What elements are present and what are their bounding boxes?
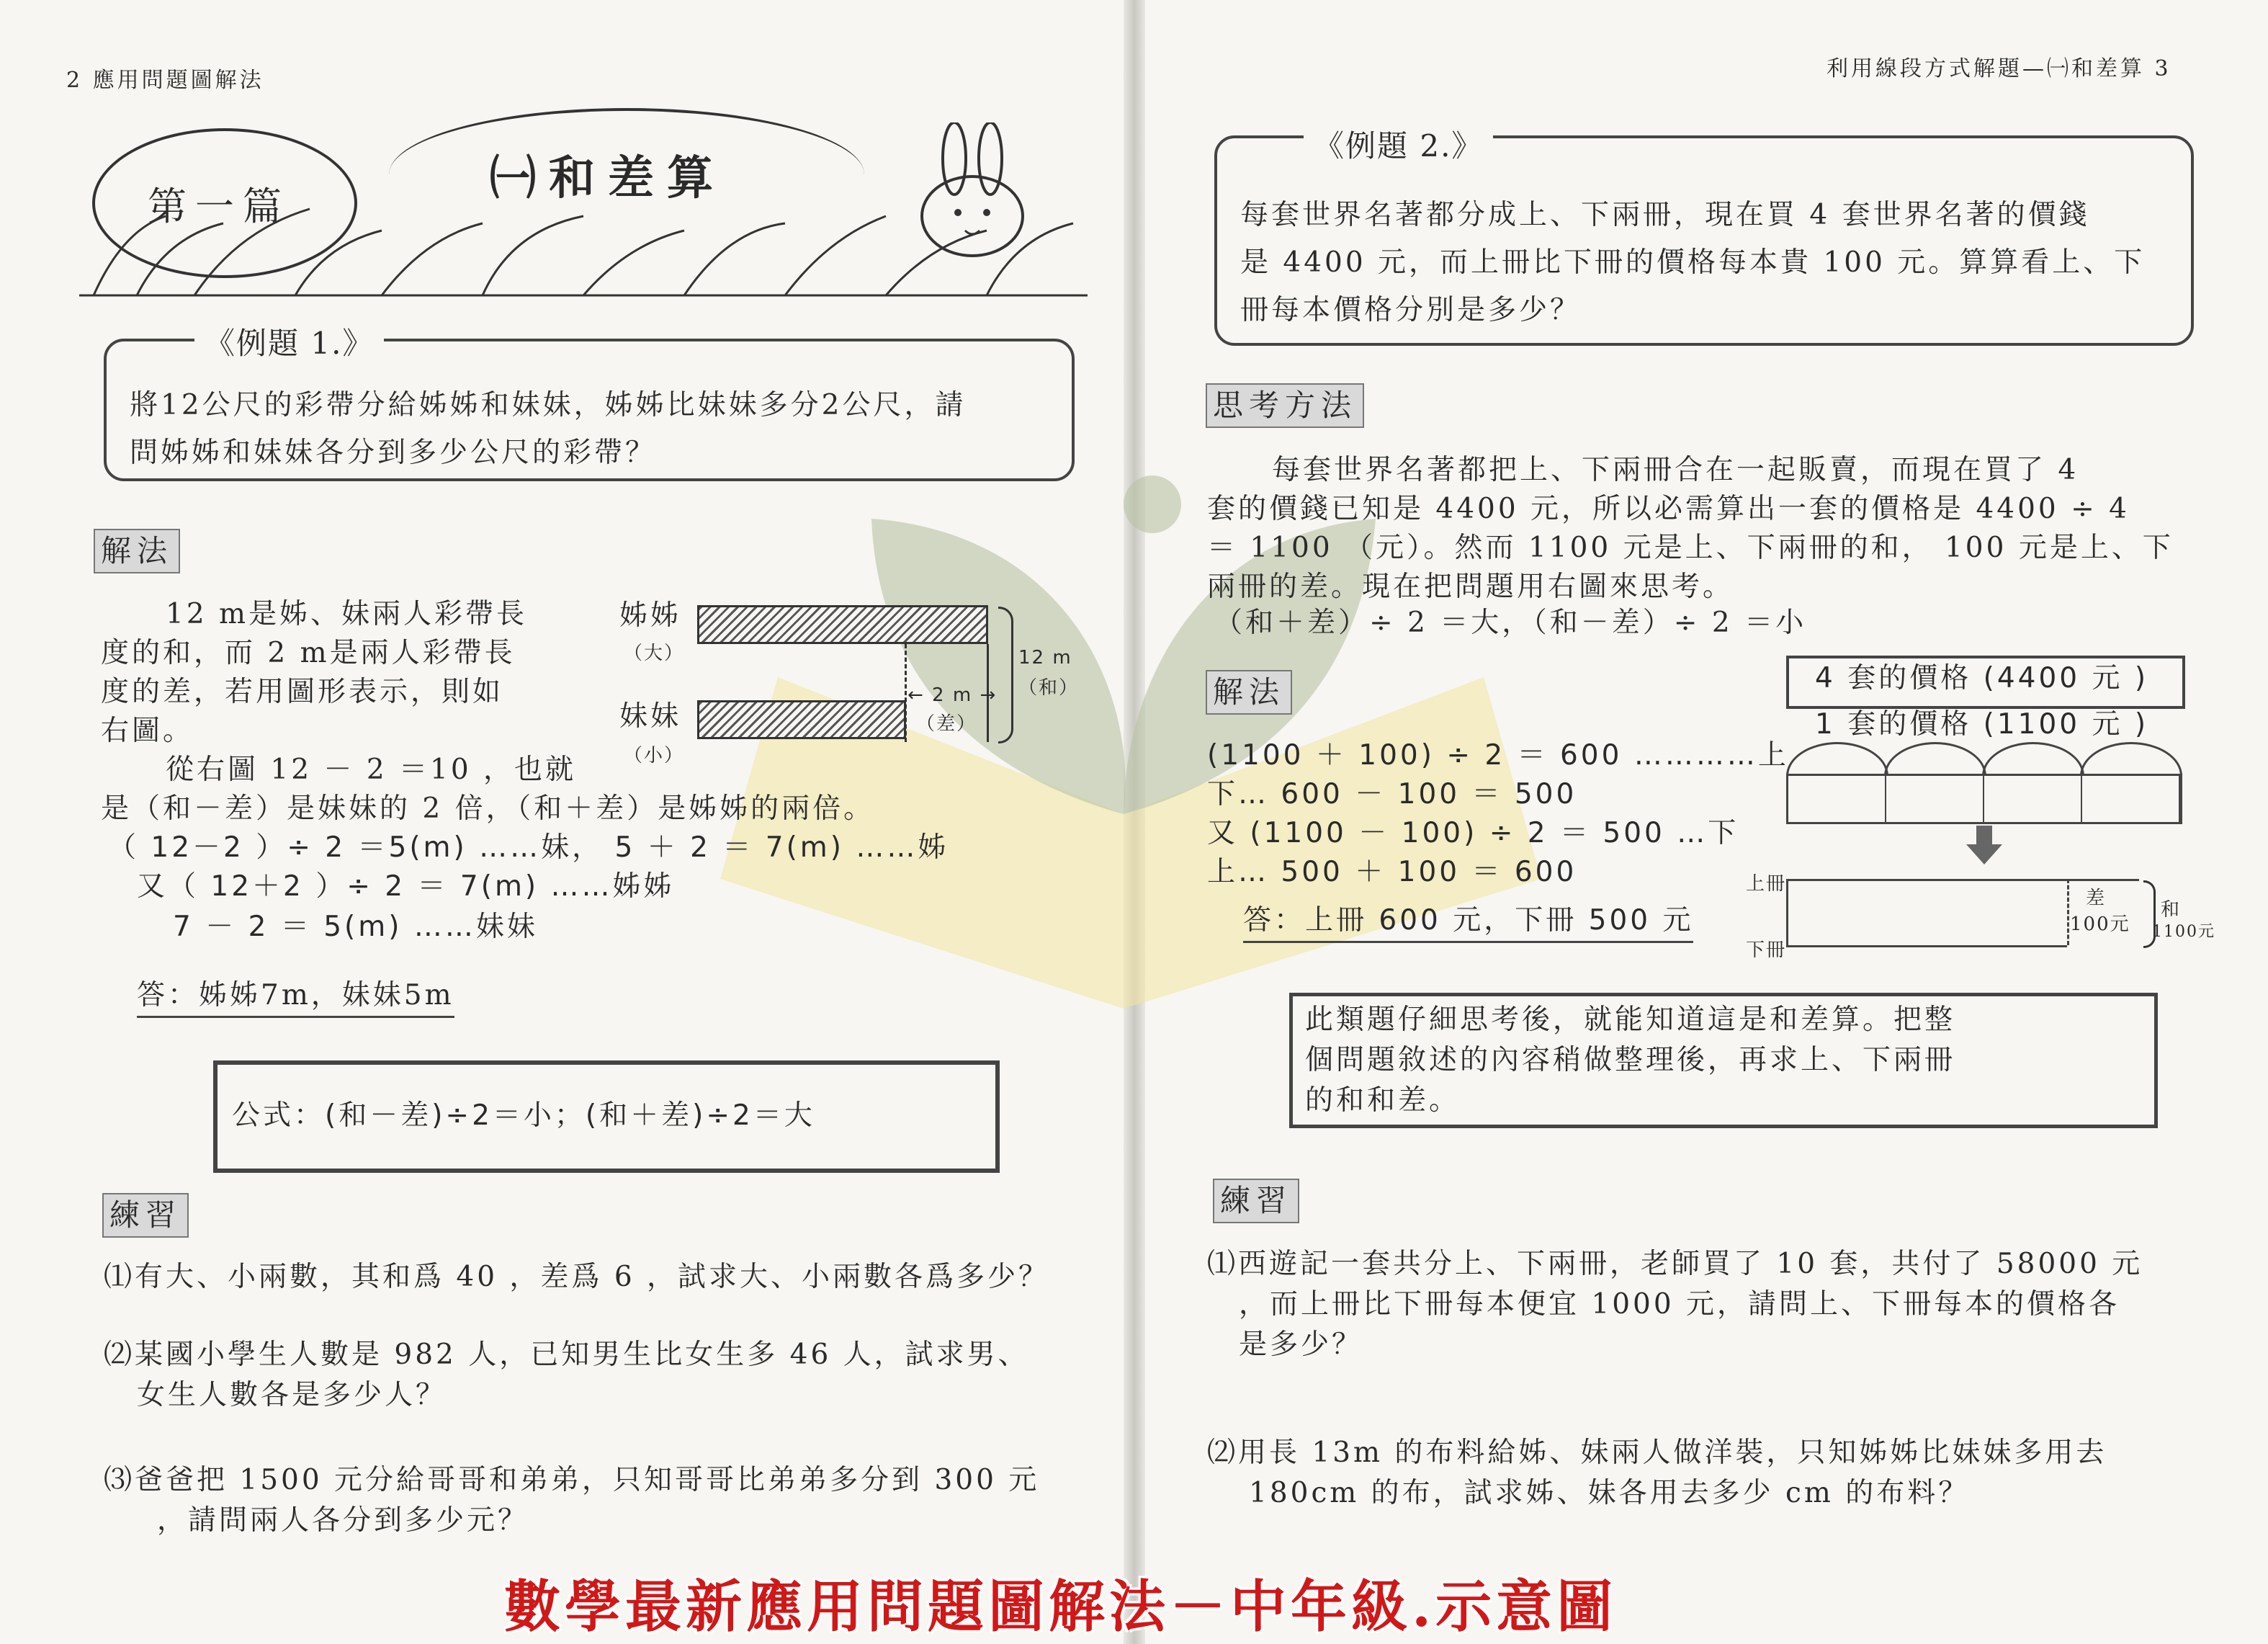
solution-line-4: 右圖。 (101, 715, 194, 747)
solution-line-2: 度的和，而 2 m是兩人彩帶長 (101, 637, 516, 669)
solution-right-3: 又 (1100 － 100) ÷ 2 ＝ 500 …下 (1207, 817, 1739, 849)
thinking-line-2: 套的價錢已知是 4400 元，所以必需算出一套的價格是 4400 ÷ 4 (1207, 493, 2130, 525)
practice-left-2b: 女生人數各是多少人？ (137, 1379, 447, 1411)
lower-line (1786, 945, 2067, 947)
example1-label: 《例題 1.》 (194, 320, 384, 363)
rabbit-icon (893, 122, 1052, 267)
diagram-older-sub: （大） (624, 643, 685, 664)
diagram-one-set: 1 套的價格 (1100 元 ) (1815, 708, 2149, 741)
diagram-total-label: 12 m (1018, 647, 1072, 669)
solution-right-2: 下… 600 － 100 ＝ 500 (1207, 778, 1577, 810)
diagram-sum-value: 1100元 (2152, 923, 2215, 941)
thinking-line-4: 兩冊的差。現在把問題用右圖來思考。 (1207, 571, 1734, 603)
chapter-title: ㈠和差算 (490, 151, 726, 205)
note-line-2: 個問題敘述的內容稍做整理後，再求上、下兩冊 (1305, 1044, 1956, 1076)
diagram-total-sub: （和） (1018, 677, 1080, 699)
upper-line (1786, 879, 2139, 881)
example2-label: 《例題 2.》 (1304, 122, 1493, 166)
solution-tag-right: 解法 (1206, 670, 1292, 715)
note-line-1: 此類題仔細思考後，就能知道這是和差算。把整 (1305, 1004, 1956, 1036)
diagram-four-sets: 4 套的價格 (4400 元 ) (1815, 662, 2149, 694)
diagram-diff-sub: （差） (916, 713, 977, 735)
solution-line-6: 是（和－差）是妹妹的 2 倍，（和＋差）是姊姊的兩倍。 (101, 792, 875, 825)
diff-dashed-line (905, 644, 907, 742)
practice-tag-left: 練習 (102, 1193, 189, 1238)
formula-text: 公式：(和－差)÷2＝小；(和＋差)÷2＝大 (232, 1099, 815, 1132)
one-set-bar (1786, 774, 2182, 824)
down-arrow-icon (1966, 826, 2002, 866)
example1-line-2: 問姊姊和妹妹各分到多少公尺的彩帶？ (130, 437, 657, 469)
practice-right-1c: 是多少？ (1239, 1328, 1363, 1361)
solution-tag-left: 解法 (94, 529, 180, 573)
example2-line-3: 冊每本價格分別是多少？ (1240, 294, 1582, 326)
solution-line-3: 度的差，若用圖形表示，則如 (101, 676, 504, 708)
thinking-tag: 思考方法 (1206, 383, 1364, 428)
diagram-diff-value: 100元 (2070, 913, 2130, 935)
younger-sister-bar (697, 700, 906, 739)
thinking-line-1: 每套世界名著都把上、下兩冊合在一起販賣，而現在買了 4 (1272, 454, 2079, 486)
diagram-left-edge (1786, 879, 1788, 945)
diagram-younger-sub: （小） (624, 745, 685, 767)
solution-line-9: 7 － 2 ＝ 5(m) ……妹妹 (173, 911, 538, 943)
chapter-badge: 第一篇 (148, 184, 290, 229)
solution-line-1: 12 m是姊、妹兩人彩帶長 (166, 598, 528, 630)
example2-line-1: 每套世界名著都分成上、下兩冊，現在買 4 套世界名著的價錢 (1240, 199, 2090, 231)
solution-line-5: 從右圖 12 － 2 ＝10 ，也就 (166, 754, 577, 786)
thinking-line-5: （和＋差）÷ 2 ＝大，（和－差）÷ 2 ＝小 (1214, 607, 1807, 639)
practice-left-3b: ，請問兩人各分到多少元？ (157, 1504, 529, 1537)
thinking-line-3: ＝ 1100 （元）。然而 1100 元是上、下兩冊的和， 100 元是上、下 (1207, 532, 2174, 564)
diagram-older-label: 姊姊 (619, 599, 682, 632)
running-head-left: 2 應用問題圖解法 (66, 68, 264, 93)
example2-line-2: 是 4400 元，而上冊比下冊的價格每本貴 100 元。算算看上、下 (1240, 246, 2146, 279)
diagram-upper-label: 上冊 (1746, 873, 1787, 895)
practice-left-3a: ⑶爸爸把 1500 元分給哥哥和弟弟，只知哥哥比弟弟多分到 300 元 (104, 1464, 1040, 1496)
solution-right-1: (1100 ＋ 100) ÷ 2 ＝ 600 …………上 (1207, 739, 1789, 772)
diagram-diff-label-right: 差 (2086, 888, 2107, 909)
older-sister-bar (697, 605, 988, 644)
practice-right-1b: ，而上冊比下冊每本便宜 1000 元，請問上、下冊每本的價格各 (1239, 1288, 2120, 1321)
diff-dashed-right (2067, 879, 2069, 945)
diagram-sum-label: 和 (2161, 899, 2182, 921)
diagram-lower-label: 下冊 (1746, 939, 1787, 961)
solution-line-7: （ 12－2 ）÷ 2 ＝5(m) ……妹， 5 ＋ 2 ＝ 7(m) ……姊 (108, 831, 949, 864)
solution-right-4: 上… 500 ＋ 100 ＝ 600 (1207, 856, 1577, 888)
diagram-younger-label: 妹妹 (619, 700, 682, 733)
practice-right-2b: 180cm 的布，試求姊、妹各用去多少 cm 的布料？ (1249, 1477, 1970, 1509)
practice-left-2a: ⑵某國小學生人數是 982 人，已知男生比女生多 46 人，試求男、 (104, 1339, 1029, 1371)
solution-line-8: 又（ 12＋2 ）÷ 2 ＝ 7(m) ……姊姊 (137, 870, 675, 903)
practice-right-1a: ⑴西遊記一套共分上、下兩冊，老師買了 10 套，共付了 58000 元 (1207, 1248, 2143, 1280)
example1-line-1: 將12公尺的彩帶分給姊姊和妹妹，姊姊比妹妹多分2公尺，請 (130, 389, 967, 421)
diagram-diff-label: ← 2 m → (907, 684, 998, 706)
practice-left-1: ⑴有大、小兩數，其和爲 40 ，差爲 6 ，試求大、小兩數各爲多少？ (104, 1261, 1050, 1293)
total-brace (998, 607, 1013, 743)
answer-left: 答：姊姊7m，妹妹5m (137, 975, 454, 1018)
running-head-right: 利用線段方式解題—㈠和差算 3 (1826, 56, 2171, 81)
promo-banner: 數學最新應用問題圖解法－中年級.示意圖 (504, 1574, 1618, 1640)
note-line-3: 的和和差。 (1305, 1084, 1461, 1117)
answer-right: 答：上冊 600 元，下冊 500 元 (1243, 901, 1693, 943)
practice-tag-right: 練習 (1213, 1179, 1299, 1223)
practice-right-2a: ⑵用長 13m 的布料給姊、妹兩人做洋裝，只知姊姊比妹妹多用去 (1207, 1437, 2107, 1469)
